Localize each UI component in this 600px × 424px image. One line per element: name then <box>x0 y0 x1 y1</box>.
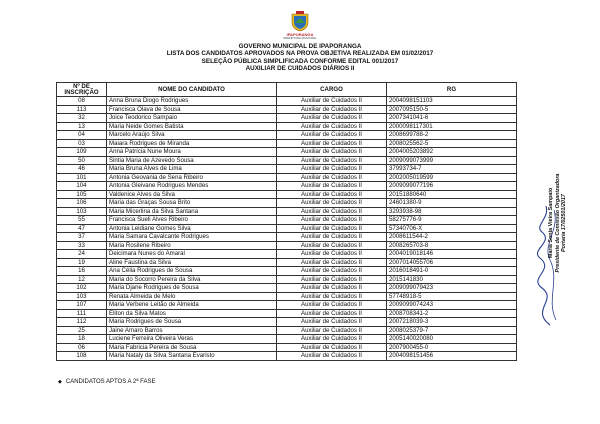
cell-cargo: Auxiliar de Cuidados II <box>277 301 387 310</box>
cell-inscricao: 24 <box>57 250 107 259</box>
cell-cargo: Auxiliar de Cuidados II <box>277 207 387 216</box>
municipal-logo <box>283 10 317 40</box>
header-line-3: SELEÇÃO PÚBLICA SIMPLIFICADA CONFORME EDITAL 001/2017 <box>201 57 399 65</box>
cell-rg: 2004019018146 <box>387 250 517 259</box>
cell-rg: 2009099073999 <box>387 156 517 165</box>
cell-rg: 2009099074243 <box>387 301 517 310</box>
cell-rg: 57748918-5 <box>387 292 517 301</box>
cell-inscricao: 105 <box>57 190 107 199</box>
cell-cargo: Auxiliar de Cuidados II <box>277 165 387 174</box>
cell-cargo: Auxiliar de Cuidados II <box>277 309 387 318</box>
header-line-2: LISTA DOS CANDIDATOS APROVADOS NA PROVA OBJETIVA REALIZADA EM 01/02/2017 <box>166 50 434 58</box>
cell-rg: 57340706-X <box>387 224 517 233</box>
table-row <box>57 335 517 344</box>
cell-nome: Maria Rodrigues de Sousa <box>107 318 277 327</box>
cell-inscricao: 101 <box>57 173 107 182</box>
table-row <box>57 250 517 259</box>
table-row <box>57 318 517 327</box>
table-row <box>57 105 517 114</box>
table-row <box>57 97 517 106</box>
cell-nome: Maria das Graças Sousa Brito <box>107 199 277 208</box>
table-row <box>57 165 517 174</box>
cell-rg: 2008025562-5 <box>387 139 517 148</box>
cell-nome: Maria do Socorro Pereira da Silva <box>107 275 277 284</box>
cell-cargo: Auxiliar de Cuidados II <box>277 182 387 191</box>
cell-inscricao: 32 <box>57 114 107 123</box>
col-header-nome: NOME DO CANDIDATO <box>107 83 277 97</box>
table-row <box>57 156 517 165</box>
footnote-text: CANDIDATOS APTOS A 2ª FASE <box>65 379 156 385</box>
cell-cargo: Auxiliar de Cuidados II <box>277 275 387 284</box>
cell-rg: 2004098151456 <box>387 352 517 361</box>
cell-nome: Antonia Leidiane Gomes Silva <box>107 224 277 233</box>
table-row <box>57 182 517 191</box>
table-row <box>57 131 517 140</box>
cell-nome: Anna Bruna Diogo Rodrigues <box>107 97 277 106</box>
cell-nome: Maria Nataly da Silva Santana Evaristo <box>107 352 277 361</box>
cell-cargo: Auxiliar de Cuidados II <box>277 292 387 301</box>
header-line-4: AUXILIAR DE CUIDADOS DIÁRIOS II <box>245 65 355 73</box>
table-row <box>57 326 517 335</box>
cell-rg: 2016018491-0 <box>387 267 517 276</box>
cell-cargo: Auxiliar de Cuidados II <box>277 267 387 276</box>
cell-nome: Maiara Rodrigues de Miranda <box>107 139 277 148</box>
cell-cargo: Auxiliar de Cuidados II <box>277 326 387 335</box>
table-row <box>57 309 517 318</box>
cell-rg: 3293938-98 <box>387 207 517 216</box>
coat-of-arms-icon <box>289 10 311 32</box>
col-header-cargo: CARGO <box>277 83 387 97</box>
cell-nome: Francisca Olava de Sousa <box>107 105 277 114</box>
table-row <box>57 173 517 182</box>
cell-nome: Maria Rosilene Ribeiro <box>107 241 277 250</box>
cell-inscricao: 104 <box>57 182 107 191</box>
cell-cargo: Auxiliar de Cuidados II <box>277 352 387 361</box>
table-row <box>57 233 517 242</box>
cell-rg: 2007341041-6 <box>387 114 517 123</box>
cell-cargo: Auxiliar de Cuidados II <box>277 148 387 157</box>
cell-nome: Sintia Maria de Azevedo Sousa <box>107 156 277 165</box>
cell-rg: 2015141830 <box>387 275 517 284</box>
cell-nome: Maria Bruna Alves de Lima <box>107 165 277 174</box>
cell-cargo: Auxiliar de Cuidados II <box>277 224 387 233</box>
cell-cargo: Auxiliar de Cuidados II <box>277 335 387 344</box>
col-header-inscricao: Nº DE INSCRIÇÃO <box>57 83 107 97</box>
cell-nome: Joice Teodorico Sampaio <box>107 114 277 123</box>
table-row <box>57 241 517 250</box>
table-row <box>57 267 517 276</box>
cell-cargo: Auxiliar de Cuidados II <box>277 258 387 267</box>
cell-inscricao: 102 <box>57 284 107 293</box>
cell-nome: Renata Almeida de Melo <box>107 292 277 301</box>
cell-rg: 2000098117301 <box>387 122 517 131</box>
cell-rg: 2007900455-0 <box>387 343 517 352</box>
cell-inscricao: 50 <box>57 156 107 165</box>
table-row <box>57 216 517 225</box>
table-row <box>57 275 517 284</box>
signer-role: Presidente da Comissão Organizadora <box>554 173 561 273</box>
cell-nome: Maria Neide Gomes Batista <box>107 122 277 131</box>
cell-nome: Eliton da Silva Matos <box>107 309 277 318</box>
table-row <box>57 301 517 310</box>
table-row <box>57 148 517 157</box>
table-row <box>57 292 517 301</box>
signature-block <box>548 148 568 298</box>
cell-nome: Maria Fabricia Pereira de Sousa <box>107 343 277 352</box>
cell-rg: 37993734-7 <box>387 165 517 174</box>
cell-nome: Antonia Geovania de Sena Ribeiro <box>107 173 277 182</box>
cell-rg: 20151880640 <box>387 190 517 199</box>
cell-cargo: Auxiliar de Cuidados II <box>277 105 387 114</box>
cell-inscricao: 08 <box>57 97 107 106</box>
cell-nome: Antonia Gleivane Rodrigues Mendes <box>107 182 277 191</box>
document-header <box>0 43 600 73</box>
cell-inscricao: 113 <box>57 105 107 114</box>
cell-cargo: Auxiliar de Cuidados II <box>277 199 387 208</box>
cell-inscricao: 03 <box>57 139 107 148</box>
cell-rg: 2009099077196 <box>387 182 517 191</box>
table-row <box>57 139 517 148</box>
cell-nome: Maria Verbene Leitão de Almeida <box>107 301 277 310</box>
cell-cargo: Auxiliar de Cuidados II <box>277 139 387 148</box>
cell-inscricao: 04 <box>57 131 107 140</box>
cell-nome: Maria Samara Cavalcante Rodrigues <box>107 233 277 242</box>
cell-rg: 24601380-9 <box>387 199 517 208</box>
cell-inscricao: 108 <box>57 352 107 361</box>
cell-inscricao: 37 <box>57 233 107 242</box>
table-row <box>57 114 517 123</box>
cell-inscricao: 18 <box>57 335 107 344</box>
table-row <box>57 190 517 199</box>
cell-rg: 2008265703-8 <box>387 241 517 250</box>
table-row <box>57 207 517 216</box>
cell-nome: Francisca Sueli Alves Ribeiro <box>107 216 277 225</box>
table-header-row <box>57 83 517 97</box>
cell-inscricao: 13 <box>57 122 107 131</box>
signer-portaria: Portaria 17/02501/2017 <box>561 194 568 252</box>
cell-nome: Jaine Amaro Barros <box>107 326 277 335</box>
table-row <box>57 343 517 352</box>
cell-rg: 2008708341-2 <box>387 309 517 318</box>
cell-cargo: Auxiliar de Cuidados II <box>277 284 387 293</box>
cell-inscricao: 25 <box>57 326 107 335</box>
cell-inscricao: 16 <box>57 267 107 276</box>
table-row <box>57 224 517 233</box>
cell-inscricao: 103 <box>57 292 107 301</box>
cell-nome: Deicimara Nunes do Amaral <box>107 250 277 259</box>
cell-rg: 2005140020080 <box>387 335 517 344</box>
logo-text: IPAPORANGA <box>286 32 314 37</box>
cell-nome: Maria Micerlina da Silva Santana <box>107 207 277 216</box>
cell-cargo: Auxiliar de Cuidados II <box>277 241 387 250</box>
table-row <box>57 258 517 267</box>
cell-rg: 2008025379-7 <box>387 326 517 335</box>
col-header-rg: RG <box>387 83 517 97</box>
cell-cargo: Auxiliar de Cuidados II <box>277 122 387 131</box>
cell-inscricao: 112 <box>57 318 107 327</box>
cell-inscricao: 46 <box>57 165 107 174</box>
logo-subtext: PREFEITURA MUNICIPAL <box>283 36 317 40</box>
cell-nome: Ana Célia Rodrigues de Sousa <box>107 267 277 276</box>
cell-nome: Anna Patrícia Nune Moura <box>107 148 277 157</box>
candidates-table <box>56 82 517 361</box>
cell-inscricao: 106 <box>57 199 107 208</box>
cell-cargo: Auxiliar de Cuidados II <box>277 97 387 106</box>
cell-nome: Valdenice Alves da Silva <box>107 190 277 199</box>
table-row <box>57 284 517 293</box>
cell-cargo: Auxiliar de Cuidados II <box>277 131 387 140</box>
cell-cargo: Auxiliar de Cuidados II <box>277 250 387 259</box>
table-row <box>57 199 517 208</box>
cell-cargo: Auxiliar de Cuidados II <box>277 114 387 123</box>
cell-rg: 2008699788-2 <box>387 131 517 140</box>
cell-cargo: Auxiliar de Cuidados II <box>277 173 387 182</box>
cell-inscricao: 55 <box>57 216 107 225</box>
cell-rg: 2007014055706 <box>387 258 517 267</box>
signer-name: Maria Sonia Vieira Sampaio <box>548 187 554 259</box>
cell-nome: Marcelo Araújo Silva <box>107 131 277 140</box>
diamond-bullet-icon: ◆ <box>58 379 62 385</box>
cell-cargo: Auxiliar de Cuidados II <box>277 343 387 352</box>
cell-rg: 2009099079423 <box>387 284 517 293</box>
table-row <box>57 122 517 131</box>
cell-rg: 2008611544-2 <box>387 233 517 242</box>
cell-inscricao: 107 <box>57 301 107 310</box>
cell-rg: 2004098151103 <box>387 97 517 106</box>
cell-cargo: Auxiliar de Cuidados II <box>277 216 387 225</box>
cell-cargo: Auxiliar de Cuidados II <box>277 190 387 199</box>
cell-nome: Aline Faustina da Silva <box>107 258 277 267</box>
cell-rg: 2002005019599 <box>387 173 517 182</box>
table-row <box>57 352 517 361</box>
footnote <box>58 379 155 385</box>
header-line-1: GOVERNO MUNICIPAL DE IPAPORANGA <box>238 43 362 50</box>
cell-inscricao: 47 <box>57 224 107 233</box>
cell-inscricao: 111 <box>57 309 107 318</box>
cell-rg: 58275776-9 <box>387 216 517 225</box>
cell-inscricao: 06 <box>57 343 107 352</box>
cell-rg: 2007095150-5 <box>387 105 517 114</box>
cell-inscricao: 19 <box>57 258 107 267</box>
cell-cargo: Auxiliar de Cuidados II <box>277 318 387 327</box>
cell-inscricao: 103 <box>57 207 107 216</box>
cell-rg: 2007218039-3 <box>387 318 517 327</box>
cell-cargo: Auxiliar de Cuidados II <box>277 156 387 165</box>
cell-nome: Luciene Ferreira Oliveira Veras <box>107 335 277 344</box>
cell-rg: 2004005203892 <box>387 148 517 157</box>
cell-inscricao: 33 <box>57 241 107 250</box>
cell-cargo: Auxiliar de Cuidados II <box>277 233 387 242</box>
cell-nome: Maria Djane Rodrigues de Sousa <box>107 284 277 293</box>
cell-inscricao: 109 <box>57 148 107 157</box>
cell-inscricao: 12 <box>57 275 107 284</box>
